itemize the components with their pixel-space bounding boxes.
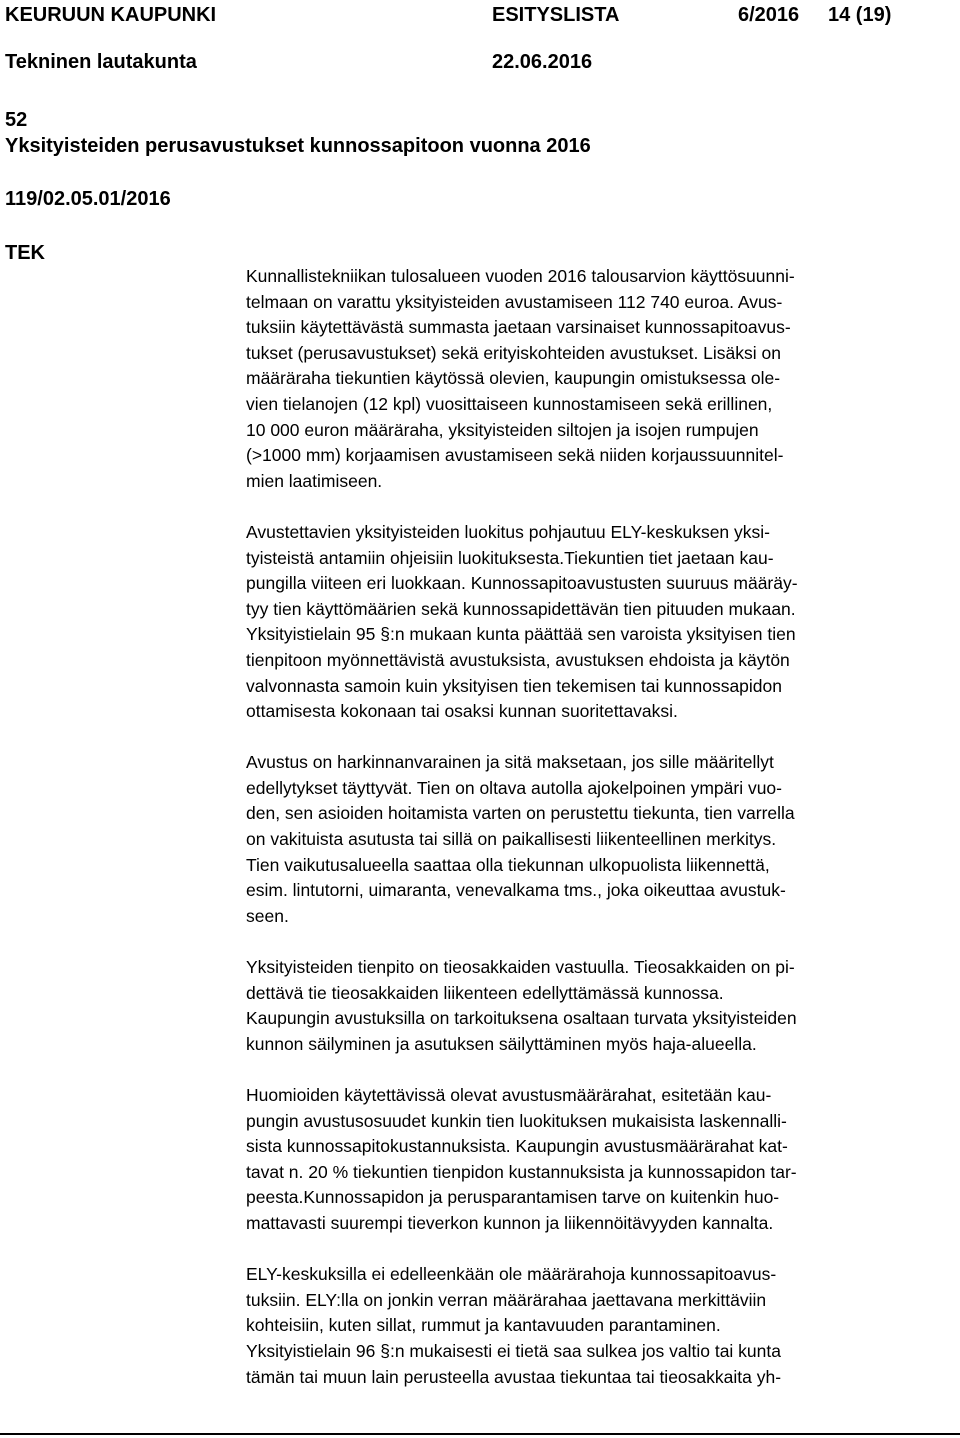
document-subheader [0,47,960,77]
paragraph: Yksityisteiden tienpito on tieosakkaiden vastuulla. Tieosakkaiden on pi- dettävä tie tieosakkaiden liikenteen edellyttämässä kunnossa. Kaupungin avustuksilla on tarkoituksena osaltaan turvata yksityisteiden kunnon säilyminen ja asutuksen säilyttäminen myös haja-alueella. [246,957,797,1054]
body-text [246,264,958,1416]
footer-rule [0,1433,960,1435]
paragraph: Avustettavien yksityisteiden luokitus pohjautuu ELY-keskuksen yksi- tyisteistä antamiin ohjeisiin luokituksesta.Tiekuntien tiet jaetaan kau- pungilla viiteen eri luokkaan. Kunnossapitoavustusten suuruus määräy- tyy tien käyttömäärien sekä kunnossapidettävän tien pituuden mukaan. Yksityistielain 95 §:n mukaan kunta päättää sen varoista yksityisen tien tienpitoon myönnettävistä avustuksista, avustuksen ehdoista ja käytön valvonnasta samoin kuin yksityisen tien tekemisen tai kunnossapidon ottamisesta kokonaan tai osaksi kunnan suoritettavaksi. [246,521,798,722]
paragraph: Huomioiden käytettävissä olevat avustusmäärärahat, esitetään kau- pungin avustusosuudet kunkin tien luokituksen mukaisista laskennalli- sista kunnossapitokustannuksista. Kaupungin avustusmäärärahat kat- tavat n. 20 % tiekuntien tienpidon kustannuksista ja kunnossapidon tar- peesta.Kunnossapidon ja perusparantamisen tarve on kuitenkin huo- mattavasti suurempi tieverkon kunnon ja liikennöitävyyden kannalta. [246,1085,797,1233]
paragraph: ELY-keskuksilla ei edelleenkään ole määrärahoja kunnossapitoavus- tuksiin. ELY:lla on jonkin verran määrärahaa jaettavana merkittäviin kohteisiin, kuten sillat, rummut ja kantavuuden parantaminen. Yksityistielain 96 §:n mukaisesti ei tietä saa sulkea jos valtio tai kunta tämän tai muun lain perusteella avustaa tiekuntaa tai tieosakkaita yh- [246,1264,782,1387]
paragraph: Kunnallistekniikan tulosalueen vuoden 2016 talousarvion käyttösuunni- telmaan on varattu yksityisteiden avustamiseen 112 740 euroa. Avus- tuksiin käytettävästä summasta jaetaan varsinaiset kunnossapitoavus- tukset (perusavustukset) sekä erityiskohteiden avustukset. Lisäksi on määräraha tiekuntien käytössä olevien, kaupungin omistuksessa ole- vien tielanojen (12 kpl) vuosittaiseen kunnostamiseen sekä erillinen, 10 000 euron määräraha, yksityisteiden siltojen ja isojen rumpujen (>1000 mm) korjaamisen avustamiseen sekä niiden korjaussuunnitel- mien laatimiseen. [246,266,795,491]
organization-name: KEURUUN KAUPUNKI [5,4,217,26]
committee-name: Tekninen lautakunta [5,51,197,73]
document-type: ESITYSLISTA [492,4,620,26]
item-reference: 119/02.05.01/2016 [5,188,171,210]
document-number: 6/2016 [738,4,800,26]
item-title: Yksityisteiden perusavustukset kunnossapitoon vuonna 2016 [5,135,591,157]
document-header [0,0,960,30]
department-code: TEK [5,242,45,264]
meeting-date: 22.06.2016 [492,51,593,73]
item-number: 52 [5,109,28,131]
page-number: 14 (19) [828,4,892,26]
paragraph: Avustus on harkinnanvarainen ja sitä maksetaan, jos sille määritellyt edellytykset täyttyvät. Tien on oltava autolla ajokelpoinen ympäri vuo- den, sen asioiden hoitamista varten on perustettu tiekunta, tien varrella on vakituista asutusta tai sillä on paikallisesti liikenteellinen merkitys. Tien vaikutusalueella saattaa olla tiekunnan ulkopuolista liikennettä, esim. lintutorni, uimaranta, venevalkama tms., joka oikeuttaa avustuk- seen. [246,752,795,926]
